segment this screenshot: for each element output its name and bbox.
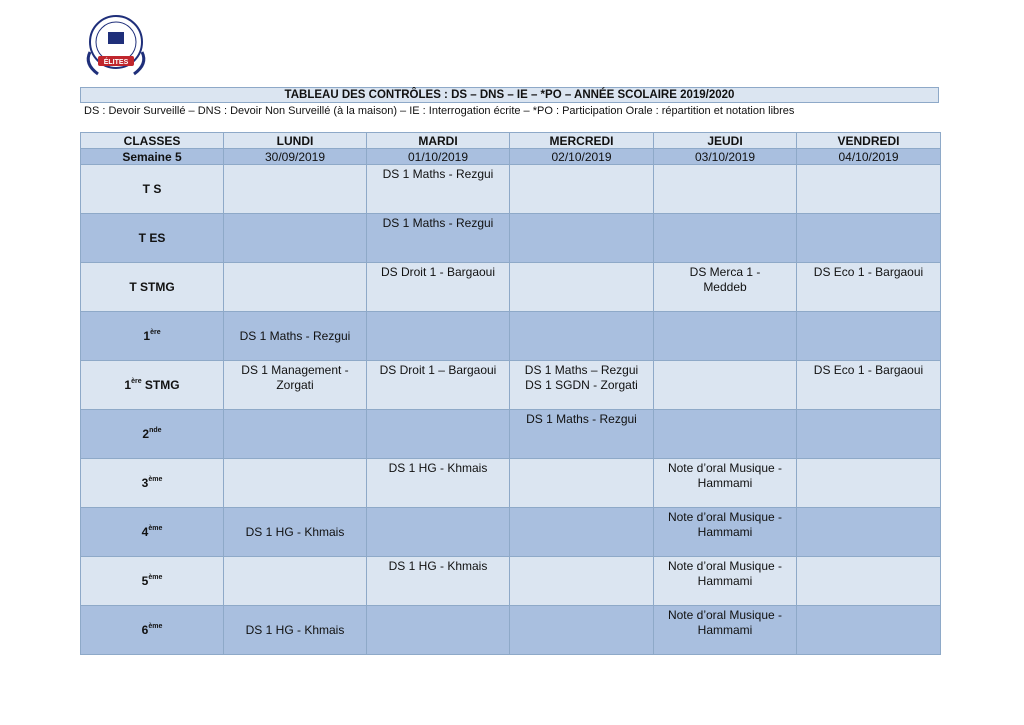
exam-text: DS 1 HG - Khmais	[388, 461, 488, 475]
date-lundi: 30/09/2019	[224, 149, 367, 165]
schedule-cell	[367, 606, 510, 655]
schedule-cell	[654, 214, 797, 263]
exam-text: Hammami	[697, 574, 753, 588]
header-row	[81, 133, 941, 149]
schedule-cell	[510, 214, 654, 263]
date-mardi: 01/10/2019	[367, 149, 510, 165]
schedule-cell	[224, 508, 367, 557]
schedule-cell	[224, 214, 367, 263]
class-superscript: ère	[150, 328, 161, 336]
schedule-cell	[797, 557, 941, 606]
schedule-cell	[654, 459, 797, 508]
exam-text: Note d’oral Musique -	[667, 461, 783, 475]
class-name: T STMG	[129, 279, 175, 294]
schedule-cell	[224, 361, 367, 410]
schedule-cell	[510, 508, 654, 557]
class-name-cell	[81, 263, 224, 312]
exam-text: DS 1 Maths - Rezgui	[382, 216, 494, 230]
table-row	[81, 508, 941, 557]
class-superscript: ème	[148, 524, 163, 532]
exam-text: Hammami	[697, 476, 753, 490]
table-row	[81, 606, 941, 655]
header-lundi: LUNDI	[224, 133, 367, 149]
logo-banner: ÉLITES	[103, 59, 129, 66]
exam-text: DS 1 Maths - Rezgui	[526, 412, 637, 426]
exam-text: DS 1 SGDN - Zorgati	[525, 378, 638, 392]
exam-text: DS 1 HG - Khmais	[245, 623, 345, 637]
schedule-cell	[797, 214, 941, 263]
date-jeudi: 03/10/2019	[654, 149, 797, 165]
class-superscript: ère	[131, 377, 142, 385]
schedule-cell	[797, 165, 941, 214]
schedule-table	[80, 132, 941, 655]
schedule-cell	[510, 459, 654, 508]
class-name: T S	[142, 181, 162, 196]
header-jeudi: JEUDI	[654, 133, 797, 149]
exam-text	[224, 314, 366, 329]
schedule-cell	[224, 263, 367, 312]
class-name-cell	[81, 606, 224, 655]
schedule-cell	[510, 410, 654, 459]
schedule-cell	[654, 361, 797, 410]
exam-text: Hammami	[697, 525, 753, 539]
school-logo	[78, 12, 154, 82]
exam-text: DS Droit 1 – Bargaoui	[379, 363, 497, 377]
exam-text: Hammami	[697, 623, 753, 637]
class-name: 5	[141, 573, 149, 588]
class-name-cell	[81, 312, 224, 361]
schedule-cell	[797, 361, 941, 410]
schedule-cell	[797, 312, 941, 361]
class-name: 4	[141, 524, 149, 539]
class-name: 1	[143, 328, 151, 343]
schedule-cell	[367, 165, 510, 214]
schedule-cell	[367, 361, 510, 410]
schedule-cell	[367, 214, 510, 263]
header-mardi: MARDI	[367, 133, 510, 149]
table-row	[81, 361, 941, 410]
schedule-cell	[224, 557, 367, 606]
table-row	[81, 459, 941, 508]
class-name-cell	[81, 410, 224, 459]
header-classes: CLASSES	[81, 133, 224, 149]
schedule-cell	[654, 312, 797, 361]
schedule-cell	[797, 606, 941, 655]
schedule-cell	[224, 606, 367, 655]
schedule-cell	[224, 459, 367, 508]
class-superscript: ème	[148, 573, 163, 581]
schedule-cell	[367, 508, 510, 557]
schedule-cell	[510, 312, 654, 361]
legend-text: DS : Devoir Surveillé – DNS : Devoir Non Surveillé (à la maison) – IE : Interrogation écrite – *PO : Participation Orale : répartition et notation libres	[84, 105, 795, 117]
exam-text: DS Droit 1 - Bargaoui	[380, 265, 496, 279]
header-mercredi: MERCREDI	[510, 133, 654, 149]
schedule-cell	[510, 263, 654, 312]
schedule-cell	[367, 410, 510, 459]
table-row	[81, 557, 941, 606]
schedule-cell	[367, 312, 510, 361]
schedule-cell	[654, 508, 797, 557]
schedule-cell	[654, 263, 797, 312]
schedule-cell	[510, 557, 654, 606]
class-name: 2	[142, 426, 150, 441]
class-name-cell	[81, 361, 224, 410]
class-name-cell	[81, 557, 224, 606]
exam-text: DS Merca 1 -	[689, 265, 761, 279]
schedule-cell	[224, 165, 367, 214]
date-vendredi: 04/10/2019	[797, 149, 941, 165]
table-row	[81, 312, 941, 361]
table-row	[81, 263, 941, 312]
schedule-cell	[510, 165, 654, 214]
table-row	[81, 165, 941, 214]
exam-text: DS 1 Management -	[241, 363, 349, 377]
class-name: 3	[141, 475, 149, 490]
exam-text: Note d’oral Musique -	[667, 608, 783, 622]
exam-text: DS 1 HG - Khmais	[388, 559, 488, 573]
schedule-cell	[654, 410, 797, 459]
exam-text: DS Eco 1 - Bargaoui	[813, 363, 924, 377]
class-name-cell	[81, 508, 224, 557]
exam-text: DS 1 HG - Khmais	[245, 525, 345, 539]
exam-text	[224, 608, 366, 623]
schedule-cell	[797, 410, 941, 459]
class-name: 6	[141, 622, 149, 637]
table-row	[81, 214, 941, 263]
schedule-cell	[654, 557, 797, 606]
week-label: Semaine 5	[81, 149, 224, 165]
schedule-cell	[797, 508, 941, 557]
exam-text: Meddeb	[703, 280, 747, 294]
exam-text: DS Eco 1 - Bargaoui	[813, 265, 924, 279]
class-suffix: STMG	[141, 377, 180, 392]
date-mercredi: 02/10/2019	[510, 149, 654, 165]
schedule-cell	[654, 165, 797, 214]
class-name-cell	[81, 459, 224, 508]
class-superscript: nde	[149, 426, 162, 434]
class-name-cell	[81, 165, 224, 214]
schedule-cell	[510, 361, 654, 410]
page-title: TABLEAU DES CONTRÔLES : DS – DNS – IE – *PO – ANNÉE SCOLAIRE 2019/2020	[80, 87, 939, 103]
exam-text: DS 1 Maths - Rezgui	[239, 329, 351, 343]
schedule-cell	[224, 312, 367, 361]
schedule-cell	[797, 459, 941, 508]
schedule-cell	[224, 410, 367, 459]
header-vendredi: VENDREDI	[797, 133, 941, 149]
exam-text: Note d’oral Musique -	[667, 559, 783, 573]
class-name: 1	[124, 377, 132, 392]
schedule-cell	[367, 459, 510, 508]
schedule-cell	[654, 606, 797, 655]
schedule-cell	[367, 557, 510, 606]
schedule-cell	[797, 263, 941, 312]
exam-text: Note d’oral Musique -	[667, 510, 783, 524]
class-name: T ES	[138, 230, 166, 245]
exam-text	[224, 510, 366, 525]
exam-text: Zorgati	[276, 378, 314, 392]
exam-text: DS 1 Maths – Rezgui	[524, 363, 639, 377]
schedule-cell	[367, 263, 510, 312]
class-superscript: ème	[148, 475, 163, 483]
exam-text: DS 1 Maths - Rezgui	[382, 167, 494, 181]
class-superscript: ème	[148, 622, 163, 630]
schedule-cell	[510, 606, 654, 655]
week-row	[81, 149, 941, 165]
class-name-cell	[81, 214, 224, 263]
table-row	[81, 410, 941, 459]
